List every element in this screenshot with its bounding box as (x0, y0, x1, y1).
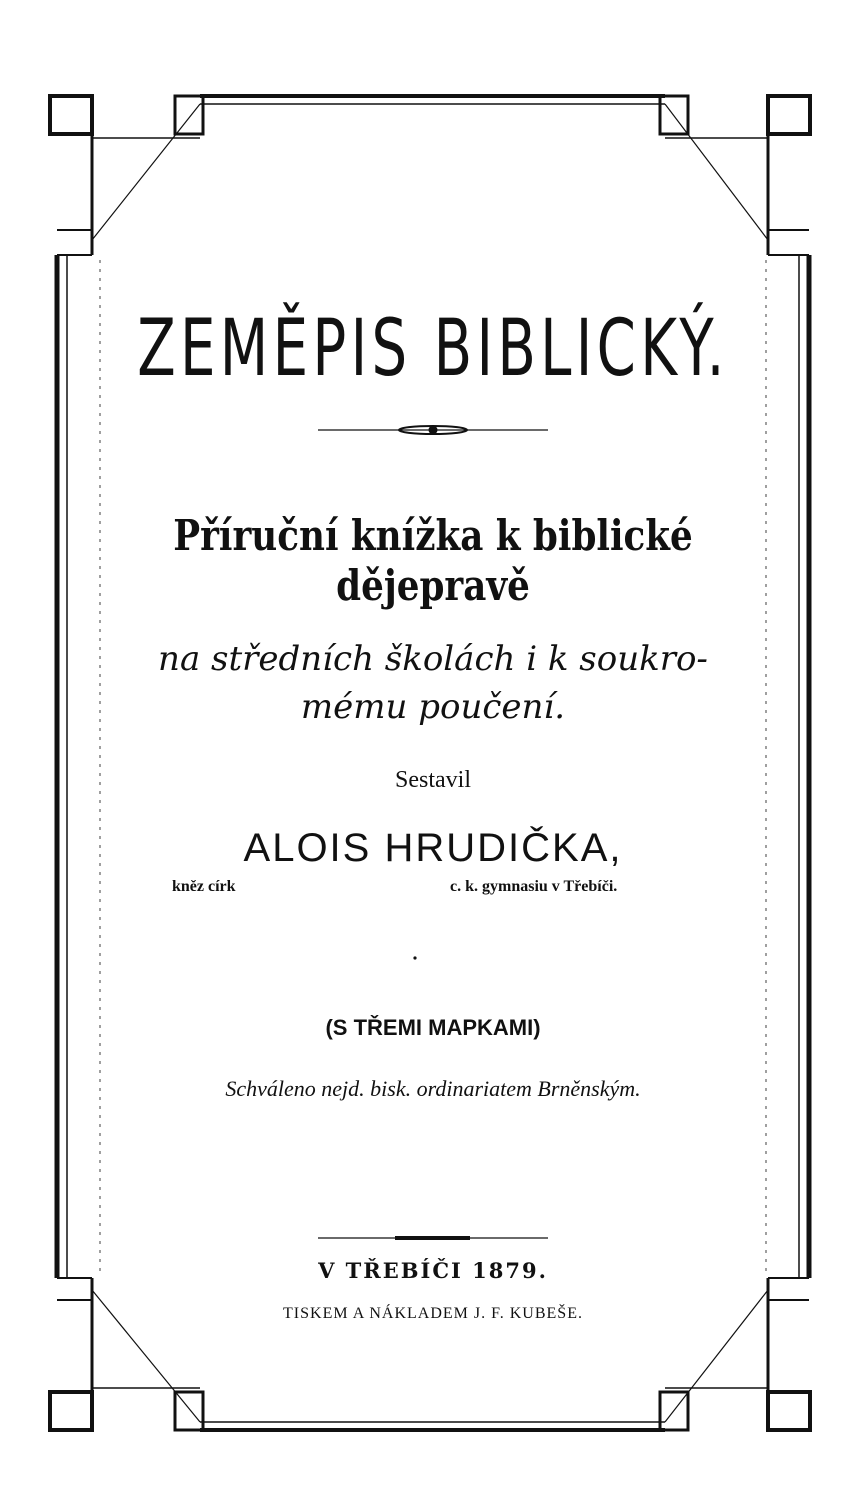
approval-note: Schváleno nejd. bisk. ordinariatem Brněnským. (225, 1076, 641, 1101)
script-line-1: na středních školách i k soukro- (158, 639, 708, 679)
subtitle-line-1: Příruční knížka k biblické (173, 511, 693, 560)
subtitle-line-2: dějepravě (336, 561, 530, 610)
place-year: V TŘEBÍČI 1879. (318, 1258, 548, 1283)
author-name: ALOIS HRUDIČKA, (243, 826, 623, 870)
dot-mark (413, 956, 416, 959)
printer-line: TISKEM A NÁKLADEM J. F. KUBEŠE. (283, 1305, 583, 1322)
affiliation-left: kněz círk (172, 878, 236, 895)
maps-note: (S TŘEMI MAPKAMI) (325, 1015, 541, 1040)
book-title: ZEMĚPIS BIBLICKÝ. (137, 304, 729, 394)
compiled-by-label: Sestavil (395, 767, 471, 793)
script-line-2: mému poučení. (300, 687, 566, 727)
title-ornament (318, 426, 548, 434)
affiliation-right: c. k. gymnasiu v Třebíči. (450, 878, 618, 895)
